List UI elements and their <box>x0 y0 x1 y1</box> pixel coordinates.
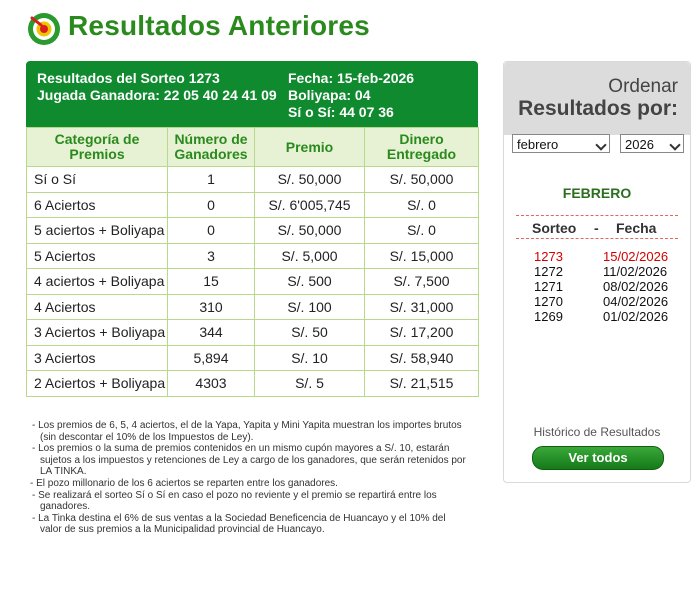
cell-prize: S/. 5 <box>255 371 365 397</box>
table-row <box>27 371 479 397</box>
si-o-si-numbers: Sí o Sí: 44 07 36 <box>288 104 394 120</box>
table-row <box>27 218 479 244</box>
sort-sidebar <box>503 61 691 483</box>
table-row <box>27 269 479 295</box>
cell-winners: 0 <box>168 192 255 218</box>
cell-category: 3 Aciertos <box>27 345 168 371</box>
cell-prize: S/. 50,000 <box>255 167 365 193</box>
sort-title-line2: Resultados por: <box>518 97 678 120</box>
footnote: - Los premios de 6, 5, 4 aciertos, el de la Yapa, Yapita y Mini Yapita muestran los importes brutos (sin descontar el 10% de los Impuestos de Ley). <box>32 420 462 443</box>
cell-prize: S/. 50 <box>255 320 365 346</box>
chevron-down-icon <box>669 139 680 150</box>
history-sorteo: 1270 <box>534 294 563 309</box>
cell-prize: S/. 100 <box>255 294 365 320</box>
cell-paid: S/. 7,500 <box>365 269 479 295</box>
month-select-value: febrero <box>517 137 559 152</box>
results-panel <box>26 61 478 397</box>
history-fecha: 11/02/2026 <box>603 264 668 279</box>
cell-winners: 4303 <box>168 371 255 397</box>
history-fecha: 04/02/2026 <box>603 294 669 309</box>
cell-paid: S/. 50,000 <box>365 167 479 193</box>
year-select-value: 2026 <box>625 137 654 152</box>
draw-number: Resultados del Sorteo 1273 <box>37 70 220 86</box>
history-fecha: 01/02/2026 <box>603 309 669 324</box>
cell-winners: 310 <box>168 294 255 320</box>
prizes-table <box>26 127 479 397</box>
history-col-fecha: Fecha <box>616 220 657 236</box>
cell-category: Sí o Sí <box>27 167 168 193</box>
cell-paid: S/. 17,200 <box>365 320 479 346</box>
history-item[interactable] <box>516 279 678 294</box>
sort-title <box>518 76 678 120</box>
boliyapa-number: Boliyapa: 04 <box>288 87 371 103</box>
cell-winners: 344 <box>168 320 255 346</box>
cell-paid: S/. 58,940 <box>365 345 479 371</box>
year-select[interactable] <box>620 134 684 153</box>
cell-winners: 3 <box>168 243 255 269</box>
column-header-category: Categoría de Premios <box>27 128 168 167</box>
cell-prize: S/. 5,000 <box>255 243 365 269</box>
cell-category: 5 aciertos + Boliyapa <box>27 218 168 244</box>
cell-paid: S/. 21,515 <box>365 371 479 397</box>
cell-paid: S/. 15,000 <box>365 243 479 269</box>
footnote: - Se realizará el sorteo Sí o Sí en caso el pozo no reviente y el premio se repartirá entre los ganadores. <box>32 489 437 513</box>
cell-prize: S/. 50,000 <box>255 218 365 244</box>
filter-selects <box>512 134 684 155</box>
table-row <box>27 320 479 346</box>
history-list <box>516 249 678 324</box>
cell-winners: 0 <box>168 218 255 244</box>
cell-paid: S/. 31,000 <box>365 294 479 320</box>
history-fecha: 15/02/2026 <box>603 249 669 264</box>
history-header <box>516 215 678 239</box>
cell-category: 6 Aciertos <box>27 192 168 218</box>
footnote: - El pozo millonario de los 6 aciertos se reparten entre los ganadores. <box>30 477 338 489</box>
month-select[interactable] <box>512 134 610 153</box>
table-row <box>27 294 479 320</box>
column-header-prize: Premio <box>255 128 365 167</box>
history-item[interactable] <box>516 294 678 309</box>
history-sorteo: 1273 <box>534 249 563 264</box>
column-header-paid: Dinero Entregado <box>365 128 479 167</box>
cell-prize: S/. 10 <box>255 345 365 371</box>
footnotes <box>30 420 470 536</box>
history-item[interactable] <box>516 264 678 279</box>
cell-category: 4 Aciertos <box>27 294 168 320</box>
history-sorteo: 1269 <box>534 309 563 324</box>
month-heading: FEBRERO <box>562 185 632 201</box>
cell-paid: S/. 0 <box>365 218 479 244</box>
footnote: - Los premios o la suma de premios contenidos en un mismo cupón mayores a S/. 10, estarán sujetos a los impuestos y retenciones de Ley a cargo de los ganadores, que serán retenidos por LA TINKA. <box>32 443 466 478</box>
chevron-down-icon <box>595 139 606 150</box>
history-fecha: 08/02/2026 <box>603 279 669 294</box>
cell-winners: 5,894 <box>168 345 255 371</box>
table-row <box>27 345 479 371</box>
history-item[interactable] <box>516 309 678 324</box>
footnote: - La Tinka destina el 6% de sus ventas a la Sociedad Beneficencia de Huancayo y el 10% del valor de sus premios a la Municipalidad provincial de Huancayo. <box>32 512 446 536</box>
history-item-selected[interactable] <box>516 249 678 264</box>
la-tinka-logo-icon <box>26 10 62 46</box>
cell-prize: S/. 500 <box>255 269 365 295</box>
page-title: Resultados Anteriores <box>68 10 370 41</box>
table-row <box>27 243 479 269</box>
cell-category: 2 Aciertos + Boliyapa <box>27 371 168 397</box>
cell-category: 4 aciertos + Boliyapa <box>27 269 168 295</box>
sort-header <box>504 62 690 135</box>
table-row <box>27 192 479 218</box>
table-header-row <box>27 128 479 167</box>
cell-winners: 1 <box>168 167 255 193</box>
history-col-separator: - <box>594 220 599 236</box>
sort-title-line1: Ordenar <box>608 76 678 97</box>
cell-prize: S/. 6'005,745 <box>255 192 365 218</box>
history-sorteo: 1271 <box>534 279 563 294</box>
column-header-winners: Número de Ganadores <box>168 128 255 167</box>
table-row <box>27 167 479 193</box>
winning-numbers: Jugada Ganadora: 22 05 40 24 41 09 <box>37 87 277 103</box>
ver-todos-button[interactable]: Ver todos <box>532 446 664 470</box>
history-sorteo: 1272 <box>534 264 563 279</box>
draw-summary <box>26 61 478 127</box>
draw-date: Fecha: 15-feb-2026 <box>288 70 415 86</box>
history-link-label: Histórico de Resultados <box>533 425 661 439</box>
cell-category: 5 Aciertos <box>27 243 168 269</box>
cell-winners: 15 <box>168 269 255 295</box>
cell-paid: S/. 0 <box>365 192 479 218</box>
history-col-sorteo: Sorteo <box>532 220 577 236</box>
cell-category: 3 Aciertos + Boliyapa <box>27 320 168 346</box>
